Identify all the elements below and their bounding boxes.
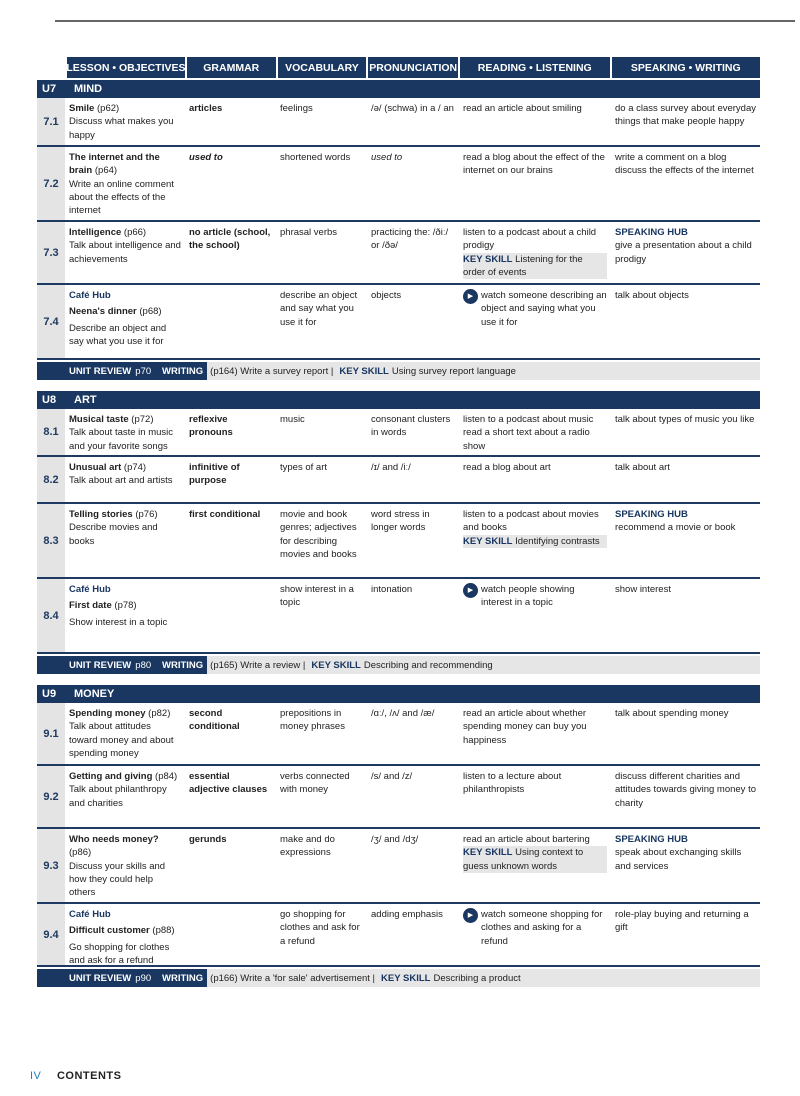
reading-text: listen to a lecture about philanthropists <box>463 771 562 796</box>
unit-code: U8 <box>42 394 57 406</box>
cafe-hub-label: Café Hub <box>69 909 111 920</box>
vocabulary-cell: types of art <box>280 462 327 473</box>
lesson-number: 7.2 <box>37 147 65 220</box>
page-footer <box>30 1070 121 1082</box>
key-skill-label: KEY SKILL <box>463 535 513 547</box>
unit-bar <box>37 80 760 98</box>
lesson-objective: Write an online comment about the effects of the internet <box>69 178 174 217</box>
unit-review-writing <box>156 362 760 380</box>
review-key-skill-label: KEY SKILL <box>311 659 361 671</box>
speaking-writing-cell <box>611 904 760 965</box>
lesson-row <box>37 579 760 654</box>
speaking-text: speak about exchanging skills and services <box>615 847 742 872</box>
speaking-writing-cell <box>611 703 760 764</box>
speaking-text: talk about spending money <box>615 708 729 719</box>
reading-listening-cell <box>459 457 611 502</box>
lesson-row <box>37 904 760 967</box>
lesson-objective-cell <box>65 409 185 455</box>
lesson-row <box>37 829 760 904</box>
reading-listening-cell <box>459 285 611 358</box>
grammar-cell <box>185 579 276 652</box>
lesson-objective-cell <box>65 457 185 502</box>
lesson-title: Getting and giving <box>69 771 153 782</box>
lesson-title-line <box>69 102 181 115</box>
lesson-row <box>37 98 760 147</box>
lesson-row <box>37 285 760 360</box>
lesson-objective-cell <box>65 285 185 358</box>
unit-review-page: p70 <box>135 365 152 377</box>
key-skill-label: KEY SKILL <box>463 847 513 859</box>
lesson-title: Smile <box>69 103 95 114</box>
speaking-text: recommend a movie or book <box>615 522 736 534</box>
speaking-hub-label: SPEAKING HUB <box>615 227 688 238</box>
speaking-hub-label: SPEAKING HUB <box>615 834 688 845</box>
pronunciation-cell: /ə/ (schwa) in a / an <box>371 103 454 114</box>
reading-listening-cell <box>459 147 611 220</box>
reading-listening-cell <box>459 829 611 902</box>
lesson-title: Who needs money? <box>69 834 159 845</box>
unit-name: MONEY <box>74 688 115 700</box>
reading-listening-cell <box>459 766 611 827</box>
vocabulary-cell: phrasal verbs <box>280 227 338 238</box>
speaking-writing-cell <box>611 766 760 827</box>
unit-review-label: UNIT REVIEW <box>69 659 132 671</box>
lesson-title: First date <box>69 600 112 612</box>
unit-bar <box>37 685 760 703</box>
reading-listening-cell <box>459 409 611 455</box>
lesson-objective: Talk about taste in music and your favorite songs <box>69 427 174 452</box>
unit-review-page: p80 <box>135 659 152 671</box>
lesson-page: (p76) <box>132 509 158 520</box>
key-skill-text: Identifying contrasts <box>515 535 600 547</box>
reading-text: watch someone describing an object and saying what you use it for <box>481 290 607 328</box>
video-activity <box>463 289 607 329</box>
lesson-number: 7.1 <box>37 98 65 145</box>
header-pronunciation: PRONUNCIATION <box>368 57 458 78</box>
pronunciation-cell: /s/ and /z/ <box>371 771 413 782</box>
vocabulary-cell: verbs connected with money <box>280 771 350 796</box>
pronunciation-cell: word stress in longer words <box>371 509 430 534</box>
writing-label: WRITING <box>158 656 207 674</box>
header-row <box>37 57 760 78</box>
lesson-number: 8.4 <box>37 579 65 652</box>
lesson-row <box>37 147 760 222</box>
key-skill-box <box>463 253 607 280</box>
reading-listening-cell <box>459 904 611 965</box>
header-speaking-writing: SPEAKING • WRITING <box>612 57 761 78</box>
lesson-objective-cell <box>65 904 185 965</box>
lesson-row <box>37 409 760 457</box>
speaking-writing-cell <box>611 285 760 358</box>
key-skill-box <box>463 846 607 873</box>
lesson-page: (p74) <box>121 462 147 473</box>
lesson-objective: Show interest in a topic <box>69 616 168 628</box>
speaking-writing-cell <box>611 98 760 145</box>
key-skill-label: KEY SKILL <box>463 253 513 265</box>
reading-text: watch people showing interest in a topic <box>481 584 575 609</box>
unit-review-writing <box>156 656 760 674</box>
lesson-page: (p84) <box>152 771 178 782</box>
reading-listening-cell <box>459 98 611 145</box>
lesson-number: 9.4 <box>37 904 65 965</box>
unit-bar <box>37 391 760 409</box>
key-skill-box <box>463 535 607 548</box>
lesson-title-line <box>69 770 181 783</box>
pronunciation-cell: objects <box>371 290 402 301</box>
cafe-hub-label: Café Hub <box>69 584 111 595</box>
lesson-page: (p88) <box>149 925 175 937</box>
unit-review-label-box <box>37 362 156 380</box>
pronunciation-cell: /ɪ/ and /iː/ <box>371 462 411 473</box>
speaking-hub-label: SPEAKING HUB <box>615 509 688 520</box>
review-key-skill-label: KEY SKILL <box>381 972 431 984</box>
unit-review-writing <box>156 969 760 987</box>
pronunciation-cell: /ʒ/ and /dʒ/ <box>371 834 419 845</box>
header-vocabulary: VOCABULARY <box>278 57 367 78</box>
video-activity <box>463 908 607 948</box>
review-key-skill-text: Using survey report language <box>391 365 516 377</box>
grammar-cell: used to <box>189 152 223 163</box>
pronunciation-cell: adding emphasis <box>371 909 443 920</box>
reading-text: read a blog about art <box>463 462 551 473</box>
lesson-title: The internet and the brain <box>69 152 160 177</box>
grammar-cell: gerunds <box>189 834 227 845</box>
speaking-text: do a class survey about everyday things that make people happy <box>615 103 756 128</box>
lesson-row <box>37 703 760 766</box>
reading-listening-cell <box>459 504 611 577</box>
unit-review-label-box <box>37 969 156 987</box>
lesson-number: 8.1 <box>37 409 65 455</box>
lesson-title-line <box>69 461 181 474</box>
grammar-cell <box>185 285 276 358</box>
speaking-text: write a comment on a blog discuss the effects of the internet <box>615 152 754 177</box>
lesson-title-line <box>69 707 181 720</box>
unit-code: U7 <box>42 83 57 95</box>
key-skill-text: Using context to guess unknown words <box>463 847 584 872</box>
unit-review-bar <box>37 969 760 987</box>
grammar-cell: second conditional <box>189 708 240 733</box>
play-video-icon[interactable]: ▶ <box>463 289 478 304</box>
play-video-icon[interactable]: ▶ <box>463 583 478 598</box>
lesson-page: (p72) <box>128 414 154 425</box>
reading-listening-cell <box>459 222 611 283</box>
reading-text: listen to a podcast about a child prodigy <box>463 227 597 252</box>
lesson-number: 9.1 <box>37 703 65 764</box>
lesson-title-line <box>69 599 181 612</box>
grammar-cell: first conditional <box>189 509 261 520</box>
lesson-objective-cell <box>65 829 185 902</box>
vocabulary-cell: shortened words <box>280 152 351 163</box>
grammar-cell: no article (school, the school) <box>189 227 271 252</box>
lesson-page: (p86) <box>69 847 92 859</box>
lesson-number: 8.2 <box>37 457 65 502</box>
play-video-icon[interactable]: ▶ <box>463 908 478 923</box>
writing-label: WRITING <box>158 362 207 380</box>
lesson-title-line <box>69 924 181 937</box>
lesson-objective-cell <box>65 147 185 220</box>
lesson-objective-cell <box>65 579 185 652</box>
reading-text: read an article about bartering <box>463 834 590 845</box>
lesson-title: Intelligence <box>69 227 122 238</box>
lesson-title-line <box>69 413 181 426</box>
lesson-title: Telling stories <box>69 509 133 520</box>
pronunciation-cell: practicing the: /ðiː/ or /ðə/ <box>371 227 449 252</box>
lesson-objective: Go shopping for clothes and ask for a refund <box>69 941 170 966</box>
speaking-text: give a presentation about a child prodigy <box>615 240 752 265</box>
lesson-objective-cell <box>65 703 185 764</box>
grammar-cell <box>185 904 276 965</box>
lesson-title-line <box>69 305 181 318</box>
top-rule <box>55 20 795 22</box>
lesson-page: (p64) <box>92 165 118 177</box>
speaking-writing-cell <box>611 147 760 220</box>
header-lesson: LESSON • OBJECTIVES <box>67 57 185 78</box>
speaking-writing-cell <box>611 409 760 455</box>
grammar-cell: reflexive pronouns <box>189 414 233 439</box>
lesson-objective-cell <box>65 504 185 577</box>
lesson-row <box>37 766 760 829</box>
vocabulary-cell: prepositions in money phrases <box>280 708 345 733</box>
vocabulary-cell: show interest in a topic <box>280 584 354 609</box>
pronunciation-cell: /ɑː/, /ʌ/ and /æ/ <box>371 708 435 719</box>
lesson-title-line <box>69 508 181 521</box>
pronunciation-cell: intonation <box>371 584 413 595</box>
unit-name: MIND <box>74 83 103 95</box>
unit-review-label-box <box>37 656 156 674</box>
lesson-objective: Talk about attitudes toward money and about spending money <box>69 721 174 759</box>
lesson-number: 8.3 <box>37 504 65 577</box>
writing-text: (p165) Write a review | <box>210 659 306 671</box>
unit-review-bar <box>37 362 760 380</box>
lesson-objective: Describe movies and books <box>69 522 158 547</box>
lesson-title-line <box>69 226 181 239</box>
lesson-row <box>37 457 760 504</box>
lesson-objective: Talk about art and artists <box>69 475 173 487</box>
pronunciation-cell: consonant clusters in words <box>371 414 451 439</box>
reading-text: listen to a podcast about movies and books <box>463 509 599 534</box>
reading-text: listen to a podcast about music read a short text about a radio show <box>463 414 594 452</box>
footer-label: CONTENTS <box>56 1070 122 1082</box>
pronunciation-cell: used to <box>371 152 403 163</box>
reading-listening-cell <box>459 579 611 652</box>
unit-review-bar <box>37 656 760 674</box>
unit-review-label: UNIT REVIEW <box>69 365 132 377</box>
speaking-writing-cell <box>611 579 760 652</box>
lesson-title: Spending money <box>69 708 146 719</box>
review-key-skill-text: Describing a product <box>433 972 521 984</box>
video-activity <box>463 583 607 610</box>
lesson-page: (p82) <box>145 708 171 719</box>
lesson-objective-cell <box>65 766 185 827</box>
reading-text: read a blog about the effect of the internet on our brains <box>463 152 605 177</box>
reading-text: watch someone shopping for clothes and asking for a refund <box>481 909 603 947</box>
key-skill-text: Listening for the order of events <box>463 253 583 278</box>
lesson-number: 9.2 <box>37 766 65 827</box>
unit-review-label: UNIT REVIEW <box>69 972 132 984</box>
header-grammar: GRAMMAR <box>187 57 276 78</box>
speaking-writing-cell <box>611 457 760 502</box>
cafe-hub-label: Café Hub <box>69 290 111 301</box>
lesson-objective: Discuss your skills and how they could help others <box>69 860 166 899</box>
grammar-cell: essential adjective clauses <box>189 771 268 796</box>
lesson-page: (p68) <box>136 306 162 318</box>
vocabulary-cell: describe an object and say what you use it for <box>280 290 358 328</box>
lesson-objective-cell <box>65 98 185 145</box>
vocabulary-cell: feelings <box>280 103 313 114</box>
writing-text: (p166) Write a 'for sale' advertisement | <box>210 972 376 984</box>
page-number: IV <box>30 1070 42 1082</box>
speaking-text: talk about objects <box>615 290 689 301</box>
lesson-title: Neena's dinner <box>69 306 137 318</box>
unit-code: U9 <box>42 688 57 700</box>
lesson-row <box>37 504 760 579</box>
contents-table <box>37 57 760 987</box>
reading-listening-cell <box>459 703 611 764</box>
lesson-objective: Describe an object and say what you use it for <box>69 322 167 347</box>
speaking-text: talk about types of music you like <box>615 414 755 425</box>
writing-label: WRITING <box>158 969 207 987</box>
reading-text: read an article about whether spending money can buy you happiness <box>463 708 587 746</box>
unit-name: ART <box>74 394 97 406</box>
lesson-title: Musical taste <box>69 414 129 425</box>
speaking-text: role-play buying and returning a gift <box>615 909 749 934</box>
header-reading-listening: READING • LISTENING <box>460 57 610 78</box>
speaking-text: talk about art <box>615 462 670 473</box>
speaking-writing-cell <box>611 504 760 577</box>
vocabulary-cell: go shopping for clothes and ask for a refund <box>280 909 360 947</box>
lesson-title-line <box>69 151 181 178</box>
grammar-cell: articles <box>189 103 223 114</box>
lesson-page: (p66) <box>121 227 147 238</box>
speaking-writing-cell <box>611 222 760 283</box>
lesson-objective-cell <box>65 222 185 283</box>
lesson-title-line <box>69 833 181 860</box>
header-blank <box>37 57 65 78</box>
lesson-objective: Talk about intelligence and achievements <box>69 240 181 265</box>
writing-text: (p164) Write a survey report | <box>210 365 334 377</box>
lesson-objective: Discuss what makes you happy <box>69 116 174 141</box>
lesson-number: 7.4 <box>37 285 65 358</box>
vocabulary-cell: movie and book genres; adjectives for describing movies and books <box>280 509 357 560</box>
units-container <box>37 80 760 987</box>
review-key-skill-label: KEY SKILL <box>339 365 389 377</box>
lesson-number: 9.3 <box>37 829 65 902</box>
lesson-objective: Talk about philanthropy and charities <box>69 784 167 809</box>
lesson-row <box>37 222 760 285</box>
speaking-text: discuss different charities and attitudes towards giving money to charity <box>615 771 756 809</box>
lesson-page: (p62) <box>94 103 120 114</box>
vocabulary-cell: make and do expressions <box>280 834 335 859</box>
reading-text: read an article about smiling <box>463 103 582 114</box>
speaking-text: show interest <box>615 584 671 595</box>
vocabulary-cell: music <box>280 414 305 425</box>
review-key-skill-text: Describing and recommending <box>363 659 493 671</box>
lesson-title: Difficult customer <box>69 925 150 937</box>
unit-review-page: p90 <box>135 972 152 984</box>
speaking-writing-cell <box>611 829 760 902</box>
lesson-title: Unusual art <box>69 462 122 473</box>
lesson-page: (p78) <box>111 600 137 612</box>
grammar-cell: infinitive of purpose <box>189 462 240 487</box>
lesson-number: 7.3 <box>37 222 65 283</box>
